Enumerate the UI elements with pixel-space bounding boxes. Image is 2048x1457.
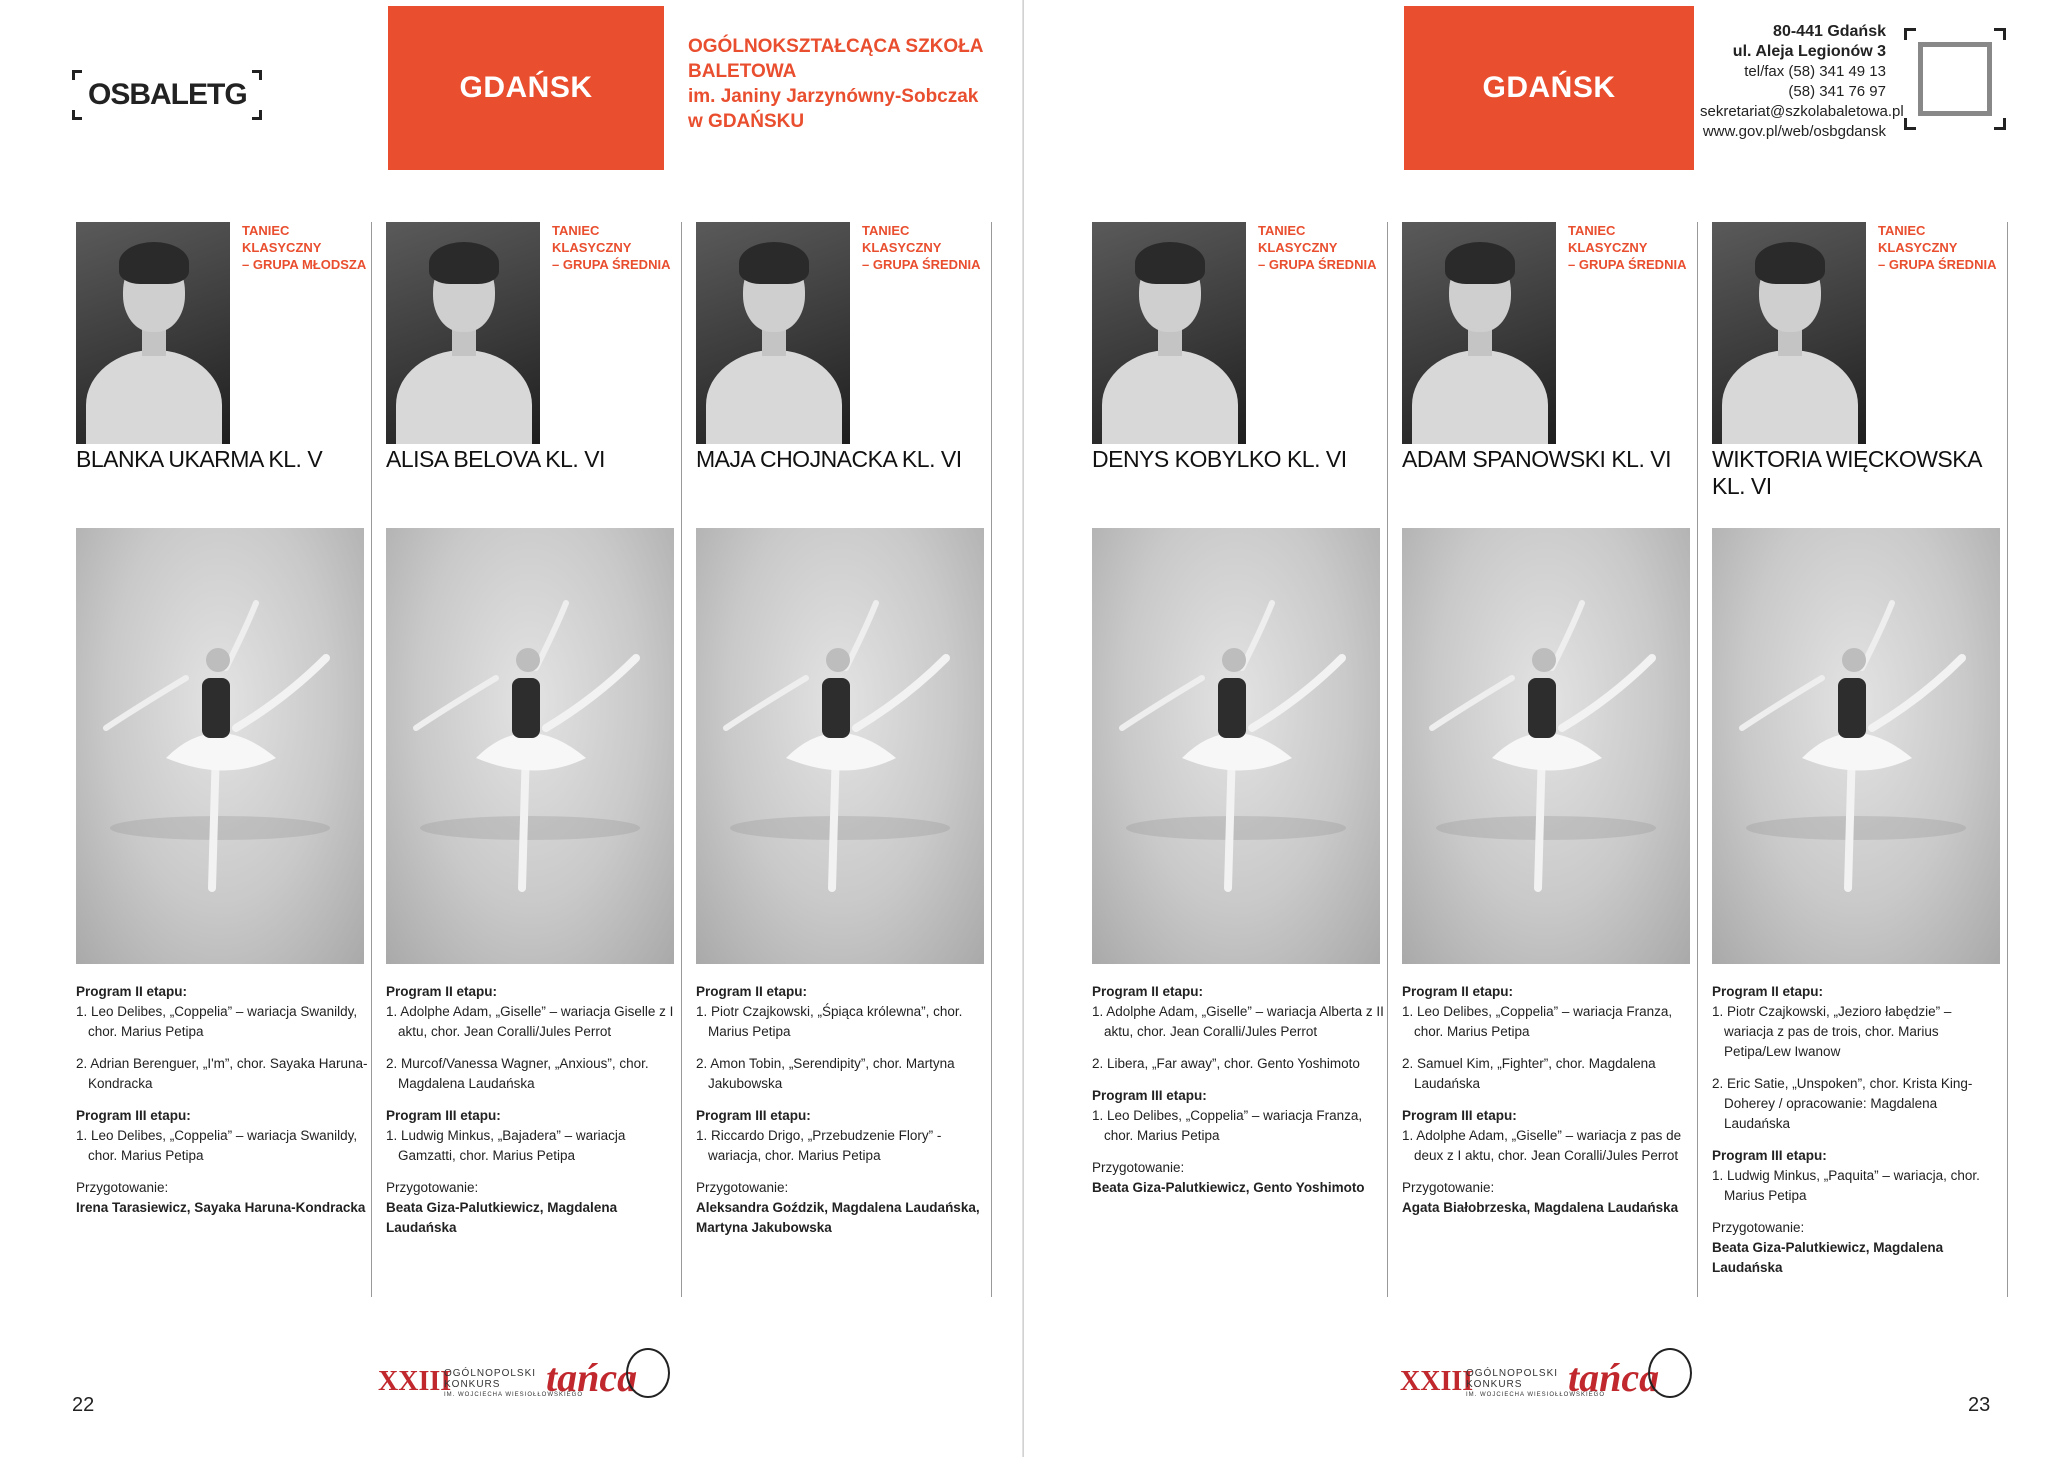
program-3-title: Program III etapu:	[1402, 1108, 1517, 1123]
school-name: OGÓLNOKSZTAŁCĄCA SZKOŁA BALETOWA im. Janiny Jarzynówny-Sobczak w GDAŃSKU	[688, 36, 983, 132]
program-item: 1. Ludwig Minkus, „Bajadera” – wariacja Gamzatti, chor. Marius Petipa	[386, 1128, 626, 1163]
dancer-name: DENYS KOBYLKO KL. VI	[1092, 446, 1347, 472]
dance-photo	[76, 528, 364, 964]
dancer-card	[382, 222, 682, 1297]
web-link[interactable]: www.gov.pl/web/osbgdansk	[1702, 123, 1886, 140]
program-item: 1. Leo Delibes, „Coppelia” – wariacja Swanildy, chor. Marius Petipa	[76, 1004, 358, 1039]
preparation-teachers: Beata Giza-Palutkiewicz, Magdalena Laudańska	[386, 1200, 618, 1235]
dancer-portrait	[386, 222, 540, 444]
dancer-portrait	[1712, 222, 1866, 444]
program-item: 2. Eric Satie, „Unspoken”, chor. Krista King-Doherey / opracowanie: Magdalena Laudańska	[1712, 1076, 1973, 1131]
preparation-label: Przygotowanie:	[1402, 1180, 1495, 1195]
preparation-label: Przygotowanie:	[1092, 1160, 1185, 1175]
dance-category: TANIEC KLASYCZNY – GRUPA ŚREDNIA	[552, 223, 671, 272]
dance-photo	[1712, 528, 2000, 964]
dance-category: TANIEC KLASYCZNY – GRUPA ŚREDNIA	[862, 223, 981, 272]
dancer-name: BLANKA UKARMA KL. V	[76, 446, 323, 472]
program-item: 2. Amon Tobin, „Serendipity”, chor. Martyna Jakubowska	[696, 1056, 955, 1091]
logo-text: OSBALETG	[88, 78, 247, 111]
program-item: 1. Riccardo Drigo, „Przebudzenie Flory” - wariacja, chor. Marius Petipa	[696, 1128, 942, 1163]
column-divider	[2007, 222, 2008, 1297]
page-number: 23	[1968, 1394, 1991, 1416]
preparation-teachers: Irena Tarasiewicz, Sayaka Haruna-Kondracka	[76, 1200, 366, 1215]
preparation-teachers: Agata Białobrzeska, Magdalena Laudańska	[1402, 1200, 1679, 1215]
dancer-card	[1088, 222, 1388, 1297]
program-2-title: Program II etapu:	[1402, 984, 1514, 999]
preparation-label: Przygotowanie:	[696, 1180, 789, 1195]
program-3-title: Program III etapu:	[76, 1108, 191, 1123]
dancer-portrait	[76, 222, 230, 444]
program-2-title: Program II etapu:	[696, 984, 808, 999]
dancer-portrait	[696, 222, 850, 444]
preparation-teachers: Beata Giza-Palutkiewicz, Magdalena Laudańska	[1712, 1240, 1944, 1275]
program-3-title: Program III etapu:	[1712, 1148, 1827, 1163]
program-section	[1402, 982, 1694, 1218]
dancer-name: ADAM SPANOWSKI KL. VI	[1402, 446, 1671, 472]
dancer-emblem-icon	[626, 1348, 670, 1398]
program-item: 1. Leo Delibes, „Coppelia” – wariacja Franza, chor. Marius Petipa	[1402, 1004, 1673, 1039]
program-item: 1. Ludwig Minkus, „Paquita” – wariacja, chor. Marius Petipa	[1712, 1168, 1980, 1203]
competition-logo: XXIII OGÓLNOPOLSKI KONKURS IM. WOJCIECHA WIESIOŁŁOWSKIEGO tańca	[1400, 1348, 1700, 1408]
city-banner: GDAŃSK	[1404, 6, 1694, 170]
dancer-card	[1398, 222, 1698, 1297]
program-3-title: Program III etapu:	[1092, 1088, 1207, 1103]
dancer-name: WIKTORIA WIĘCKOWSKA KL. VI	[1712, 446, 1981, 499]
dance-category: TANIEC KLASYCZNY – GRUPA ŚREDNIA	[1878, 223, 1997, 272]
preparation-label: Przygotowanie:	[1712, 1220, 1805, 1235]
program-item: 1. Adolphe Adam, „Giselle” – wariacja Giselle z I aktu, chor. Jean Coralli/Jules Perrot	[386, 1004, 674, 1039]
email-link[interactable]: sekretariat@szkolabaletowa.pl	[1700, 103, 1904, 120]
program-item: 1. Adolphe Adam, „Giselle” – wariacja z pas de deux z I aktu, chor. Jean Coralli/Jules Perrot	[1402, 1128, 1682, 1163]
school-logo	[72, 70, 262, 120]
preparation-teachers: Beata Giza-Palutkiewicz, Gento Yoshimoto	[1092, 1180, 1365, 1195]
dancer-portrait	[1402, 222, 1556, 444]
program-item: 2. Samuel Kim, „Fighter”, chor. Magdalena Laudańska	[1402, 1056, 1656, 1091]
contact-info: 80-441 Gdańsk ul. Aleja Legionów 3 tel/fax (58) 341 49 13 (58) 341 76 97 sekretariat@szkolabaletowa.pl www.gov.pl/web/osbgdansk	[1700, 23, 1904, 140]
program-item: 2. Libera, „Far away”, chor. Gento Yoshimoto	[1092, 1056, 1360, 1071]
program-item: 1. Adolphe Adam, „Giselle” – wariacja Alberta z II aktu, chor. Jean Coralli/Jules Perrot	[1092, 1004, 1384, 1039]
dancer-name: ALISA BELOVA KL. VI	[386, 446, 605, 472]
column-divider	[1387, 222, 1388, 1297]
dance-photo	[1092, 528, 1380, 964]
dance-category: TANIEC KLASYCZNY – GRUPA ŚREDNIA	[1568, 223, 1687, 272]
program-item: 1. Piotr Czajkowski, „Śpiąca królewna”, chor. Marius Petipa	[696, 1004, 963, 1039]
qr-code-frame	[1904, 28, 2006, 130]
dance-photo	[1402, 528, 1690, 964]
dancer-portrait	[1092, 222, 1246, 444]
dancer-name: MAJA CHOJNACKA KL. VI	[696, 446, 962, 472]
dance-category: TANIEC KLASYCZNY – GRUPA MŁODSZA	[242, 223, 367, 272]
program-section	[1092, 982, 1384, 1198]
program-item: 1. Leo Delibes, „Coppelia” – wariacja Swanildy, chor. Marius Petipa	[76, 1128, 358, 1163]
program-2-title: Program II etapu:	[76, 984, 188, 999]
program-item: 1. Leo Delibes, „Coppelia” – wariacja Franza, chor. Marius Petipa	[1092, 1108, 1363, 1143]
dance-category: TANIEC KLASYCZNY – GRUPA ŚREDNIA	[1258, 223, 1377, 272]
program-3-title: Program III etapu:	[696, 1108, 811, 1123]
dancer-emblem-icon	[1648, 1348, 1692, 1398]
dancer-card	[72, 222, 372, 1297]
program-section	[386, 982, 678, 1238]
program-2-title: Program II etapu:	[1712, 984, 1824, 999]
dance-photo	[386, 528, 674, 964]
dance-photo	[696, 528, 984, 964]
preparation-label: Przygotowanie:	[386, 1180, 479, 1195]
program-section	[76, 982, 368, 1218]
preparation-teachers: Aleksandra Goździk, Magdalena Laudańska, Martyna Jakubowska	[696, 1200, 980, 1235]
column-divider	[1697, 222, 1698, 1297]
preparation-label: Przygotowanie:	[76, 1180, 169, 1195]
program-2-title: Program II etapu:	[386, 984, 498, 999]
page-number: 22	[72, 1394, 95, 1416]
program-3-title: Program III etapu:	[386, 1108, 501, 1123]
dancer-card	[1708, 222, 2008, 1297]
column-divider	[681, 222, 682, 1297]
program-item: 2. Murcof/Vanessa Wagner, „Anxious”, chor. Magdalena Laudańska	[386, 1056, 649, 1091]
column-divider	[371, 222, 372, 1297]
column-divider	[991, 222, 992, 1297]
program-item: 1. Piotr Czajkowski, „Jezioro łabędzie” – wariacja z pas de trois, chor. Marius Petipa/Lew Iwanow	[1712, 1004, 1952, 1059]
competition-logo: XXIII OGÓLNOPOLSKI KONKURS IM. WOJCIECHA WIESIOŁŁOWSKIEGO tańca	[378, 1348, 678, 1408]
city-banner: GDAŃSK	[388, 6, 664, 170]
program-2-title: Program II etapu:	[1092, 984, 1204, 999]
program-item: 2. Adrian Berenguer, „I'm”, chor. Sayaka Haruna-Kondracka	[76, 1056, 368, 1091]
program-section	[696, 982, 988, 1238]
dancer-card	[692, 222, 992, 1297]
program-section	[1712, 982, 2004, 1278]
